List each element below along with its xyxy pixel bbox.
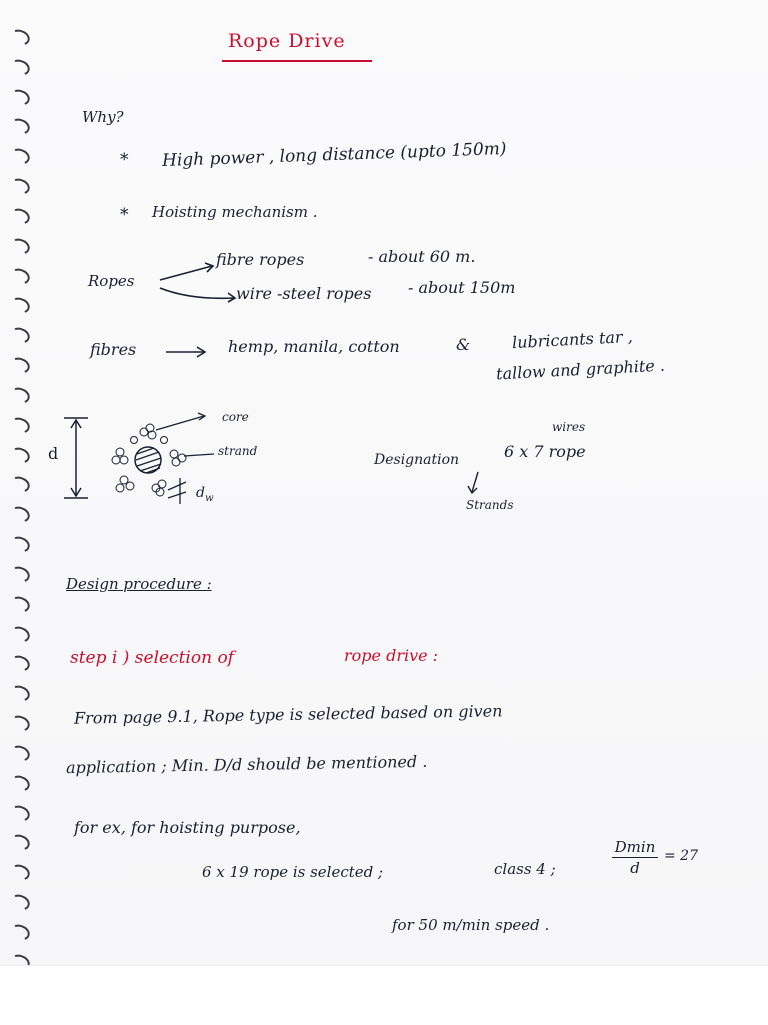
spiral-ring <box>8 474 32 495</box>
spiral-ring <box>8 57 32 78</box>
spiral-ring <box>8 176 32 197</box>
spiral-ring <box>8 922 32 943</box>
fibres-label: fibres <box>90 340 137 359</box>
procedure-line: for 50 m/min speed . <box>392 916 550 934</box>
ropes-label: Ropes <box>88 272 135 290</box>
spiral-binding <box>10 30 34 970</box>
procedure-line: class 4 ; <box>494 860 556 878</box>
spiral-ring <box>8 27 32 48</box>
spiral-ring <box>8 236 32 257</box>
spiral-ring <box>8 862 32 883</box>
spiral-ring <box>8 653 32 674</box>
strands-label: Strands <box>466 498 514 512</box>
strand-label: strand <box>218 444 258 458</box>
strands-arrow <box>466 470 486 498</box>
spiral-ring <box>8 624 32 645</box>
procedure-line: 6 x 19 rope is selected ; <box>202 863 384 881</box>
spiral-ring <box>8 594 32 615</box>
core-label: core <box>222 410 249 424</box>
dmin-value: = 27 <box>664 848 698 864</box>
page-title: Rope Drive <box>228 30 346 52</box>
spiral-ring <box>8 266 32 287</box>
wires-label: wires <box>552 420 586 434</box>
designation-label: Designation <box>374 452 460 468</box>
spiral-ring <box>8 117 32 138</box>
why-heading: Why? <box>82 108 124 126</box>
wire-diameter-label <box>196 485 214 504</box>
spiral-ring <box>8 534 32 555</box>
procedure-heading: Design procedure : <box>66 575 212 593</box>
spiral-ring <box>8 504 32 525</box>
spiral-ring <box>8 892 32 913</box>
page-bottom-margin <box>0 965 768 1025</box>
procedure-line: application ; Min. D/d should be mentioned . <box>65 751 428 778</box>
step-label: step i ) selection of <box>70 648 234 668</box>
spiral-ring <box>8 445 32 466</box>
spiral-ring <box>8 773 32 794</box>
dmin-denominator: d <box>630 859 640 877</box>
wire-diameter-subscript: w <box>204 492 214 504</box>
bullet-text: High power , long distance (upto 150m) <box>161 138 507 172</box>
spiral-ring <box>8 713 32 734</box>
spiral-ring <box>8 683 32 704</box>
rope-type: wire -steel ropes <box>236 284 372 303</box>
title-underline <box>222 60 372 62</box>
dmin-ratio <box>612 838 658 877</box>
procedure-line: From page 9.1, Rope type is selected based on given <box>73 701 503 728</box>
designation-value: 6 x 7 rope <box>504 442 586 461</box>
spiral-ring <box>8 325 32 346</box>
bullet-text: Hoisting mechanism . <box>152 203 318 221</box>
fibres-arrow <box>164 342 214 362</box>
fibres-list: hemp, manila, cotton <box>228 337 400 356</box>
ampersand: & <box>456 335 471 354</box>
spiral-ring <box>8 295 32 316</box>
procedure-line: for ex, for hoisting purpose, <box>74 818 301 837</box>
spiral-ring <box>8 832 32 853</box>
spiral-ring <box>8 564 32 585</box>
bullet-mark: * <box>120 205 129 225</box>
bullet-mark: * <box>120 150 129 170</box>
spiral-ring <box>8 206 32 227</box>
spiral-ring <box>8 385 32 406</box>
rope-type: fibre ropes <box>216 250 305 269</box>
wire-diameter-symbol: d <box>196 485 205 501</box>
step-rest: rope drive : <box>344 646 439 665</box>
lubricants-line-2: tallow and graphite . <box>495 355 666 384</box>
rope-info: - about 150m <box>408 278 516 297</box>
spiral-ring <box>8 803 32 824</box>
spiral-ring <box>8 146 32 167</box>
spiral-ring <box>8 415 32 436</box>
spiral-ring <box>8 87 32 108</box>
dmin-numerator: Dmin <box>614 838 656 856</box>
lubricants-line-1: lubricants tar , <box>511 326 634 353</box>
rope-info: - about 60 m. <box>368 247 476 266</box>
spiral-ring <box>8 743 32 764</box>
spiral-ring <box>8 355 32 376</box>
fraction-bar <box>612 857 658 858</box>
diameter-label: d <box>48 444 59 463</box>
